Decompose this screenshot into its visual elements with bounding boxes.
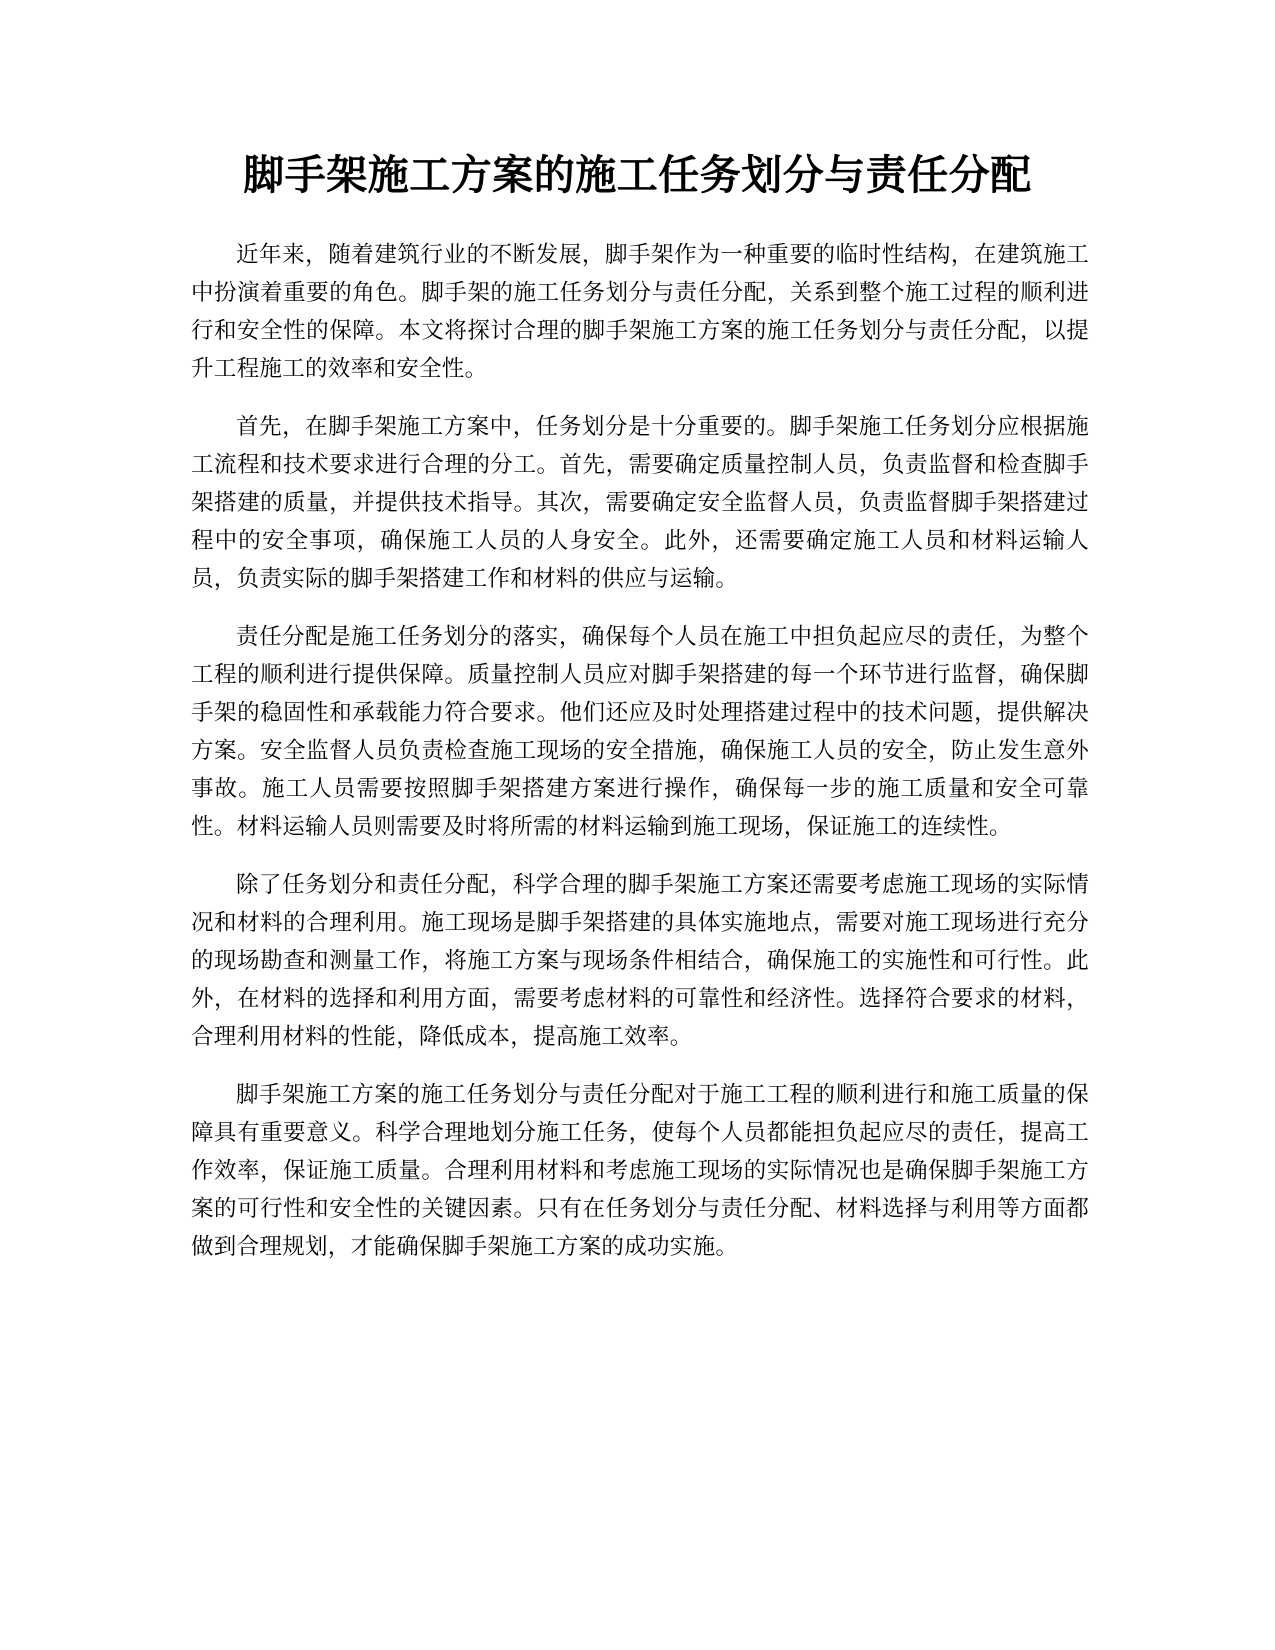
paragraph-conclusion: 脚手架施工方案的施工任务划分与责任分配对于施工工程的顺利进行和施工质量的保障具有重要意义。科学合理地划分施工任务，使每个人员都能担负起应尽的责任，提高工作效率，保证施工质量。合理利用材料和考虑施工现场的实际情况也是确保脚手架施工方案的可行性和安全性的关键因素。只有在任务划分与责任分配、材料选择与利用等方面都做到合理规划，才能确保脚手架施工方案的成功实施。 [191, 1082, 1089, 1260]
paragraph-site-materials: 除了任务划分和责任分配，科学合理的脚手架施工方案还需要考虑施工现场的实际情况和材料的合理利用。施工现场是脚手架搭建的具体实施地点，需要对施工现场进行充分的现场勘查和测量工作，将施工方案与现场条件相结合，确保施工的实施性和可行性。此外，在材料的选择和利用方面，需要考虑材料的可靠性和经济性。选择符合要求的材料，合理利用材料的性能，降低成本，提高施工效率。 [191, 872, 1089, 1050]
page-title: 脚手架施工方案的施工任务划分与责任分配 [243, 151, 1032, 199]
document-body [191, 236, 1089, 1286]
paragraph-responsibility: 责任分配是施工任务划分的落实，确保每个人员在施工中担负起应尽的责任，为整个工程的顺利进行提供保障。质量控制人员应对脚手架搭建的每一个环节进行监督，确保脚手架的稳固性和承载能力符合要求。他们还应及时处理搭建过程中的技术问题，提供解决方案。安全监督人员负责检查施工现场的安全措施，确保施工人员的安全，防止发生意外事故。施工人员需要按照脚手架搭建方案进行操作，确保每一步的施工质量和安全可靠性。材料运输人员则需要及时将所需的材料运输到施工现场，保证施工的连续性。 [191, 624, 1089, 840]
paragraph-intro: 近年来，随着建筑行业的不断发展，脚手架作为一种重要的临时性结构，在建筑施工中扮演着重要的角色。脚手架的施工任务划分与责任分配，关系到整个施工过程的顺利进行和安全性的保障。本文将探讨合理的脚手架施工方案的施工任务划分与责任分配，以提升工程施工的效率和安全性。 [191, 242, 1089, 382]
paragraph-task-division: 首先，在脚手架施工方案中，任务划分是十分重要的。脚手架施工任务划分应根据施工流程和技术要求进行合理的分工。首先，需要确定质量控制人员，负责监督和检查脚手架搭建的质量，并提供技术指导。其次，需要确定安全监督人员，负责监督脚手架搭建过程中的安全事项，确保施工人员的人身安全。此外，还需要确定施工人员和材料运输人员，负责实际的脚手架搭建工作和材料的供应与运输。 [191, 414, 1089, 592]
